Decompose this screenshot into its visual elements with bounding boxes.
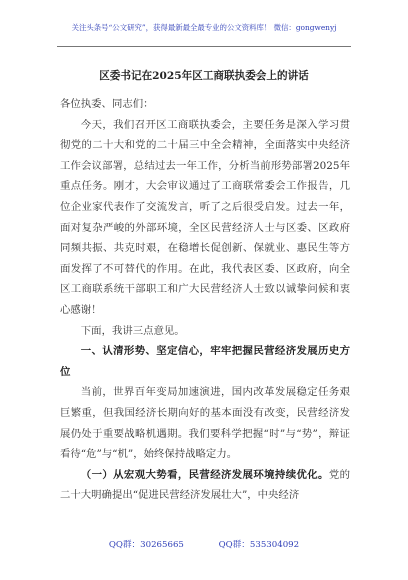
footer-qq-group-right: QQ群：535304092 [218, 540, 300, 550]
subsection-heading: （一）从宏观大势看，民营经济发展环境持续优化。 [80, 468, 329, 481]
document-title: 区委书记在2025年区工商联执委会上的讲话 [99, 70, 309, 82]
header-banner: 关注头条号“公文研究”，获得最新最全最专业的公文资料库！ 微信：gongwenyj [71, 23, 337, 32]
body-paragraph-transition: 下面，我讲三点意见。 [80, 324, 185, 337]
body-paragraph-section: 当前，世界百年变局加速演进，国内改革发展稳定任务艰巨繁重，但我国经济长期向好的基本面没有改变，民营经济发展仍处于重要战略机遇期。我们要科学把握“时”与“势”，辩证看待“危”与“机”，始终保持战略定力。 [60, 386, 350, 461]
body-paragraph-subsection [60, 465, 350, 506]
salutation: 各位执委、同志们： [60, 98, 154, 110]
header-divider [57, 46, 351, 47]
footer-qq-group-left: QQ群：30265665 [108, 540, 184, 550]
document-body [60, 94, 350, 506]
body-paragraph-opening: 今天，我们召开区工商联执委会，主要任务是深入学习贯彻党的二十大和党的二十届三中全会精神，全面落实中央经济工作会议部署，总结过去一年工作，分析当前形势部署2025年重点任务。刚才，大会审议通过了工商联常委会工作报告，几位企业家代表作了交流发言，听了之后很受启发。过去一年，面对复杂严峻的外部环境，全区民营经济人士与区委、区政府同频共振、共克时艰，在稳增长促创新、保就业、惠民生等方面发挥了不可替代的作用。在此，我代表区委、区政府，向全区工商联系统干部职工和广大民营经济人士致以诚挚问候和衷心感谢！ [60, 118, 350, 316]
subsection-text: 党的二十大明确提出“促进民营经济发展壮大”，中央经济 [60, 468, 351, 502]
section-heading: 一、认清形势、坚定信心，牢牢把握民营经济发展历史方位 [60, 345, 350, 378]
footer [0, 538, 408, 550]
